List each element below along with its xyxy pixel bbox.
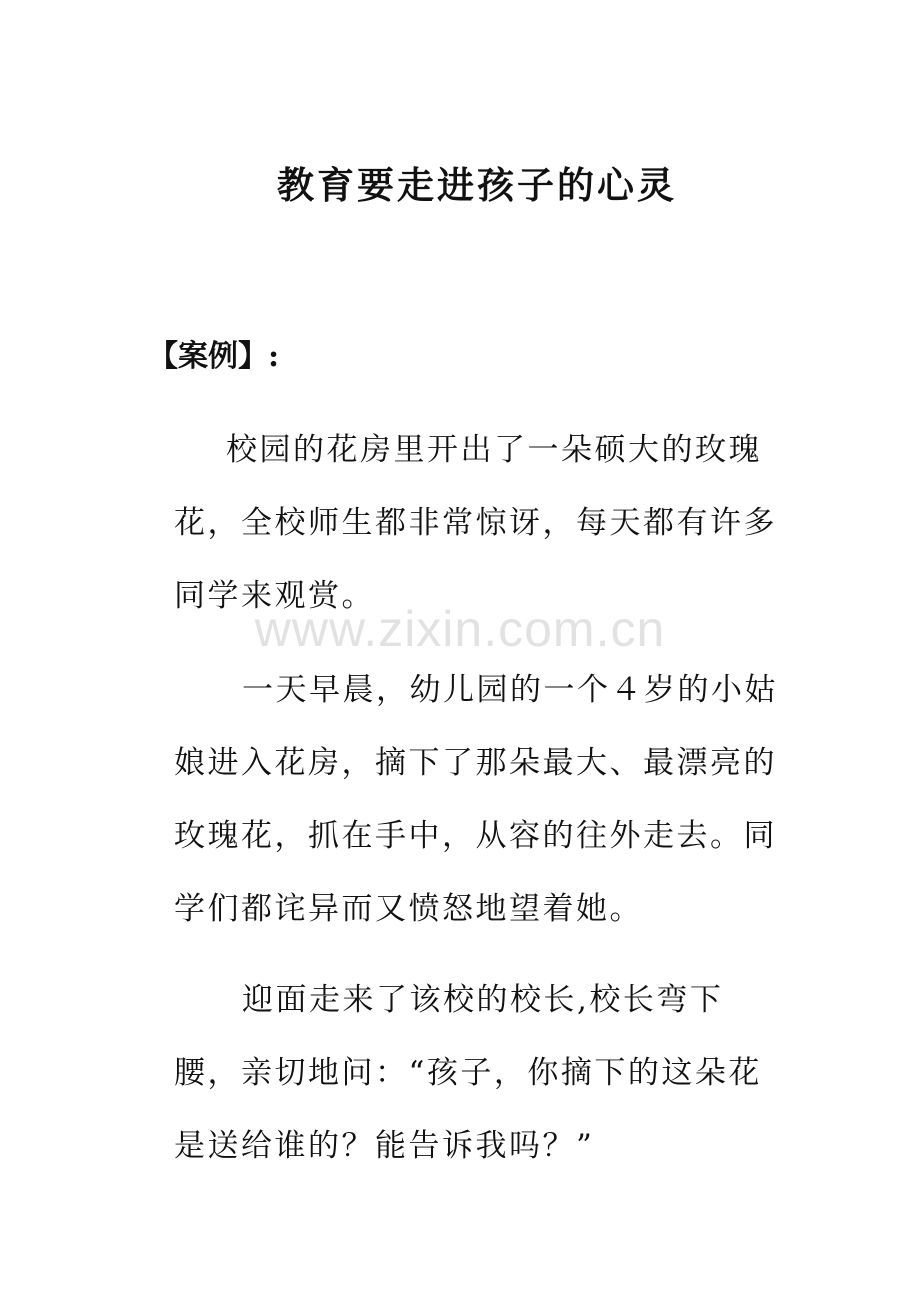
- section-label: 【案例】:: [148, 339, 280, 374]
- paragraph: 一天早晨，幼儿园的一个４岁的小姑娘进入花房，摘下了那朵最大、最漂亮的玫瑰花，抓在手中，从容的往外走去。同学们都诧异而又愤怒地望着她。: [174, 672, 778, 927]
- paragraph: 迎面走来了该校的校长,校长弯下腰，亲切地问：“孩子，你摘下的这朵花是送给谁的？能告诉我吗？”: [174, 982, 762, 1164]
- document-title: 教育要走进孩子的心灵: [277, 163, 677, 207]
- paragraph: 校园的花房里开出了一朵硕大的玫瑰花，全校师生都非常惊讶，每天都有许多同学来观赏。: [174, 432, 777, 614]
- watermark: www.zixin.com.cn: [254, 601, 666, 657]
